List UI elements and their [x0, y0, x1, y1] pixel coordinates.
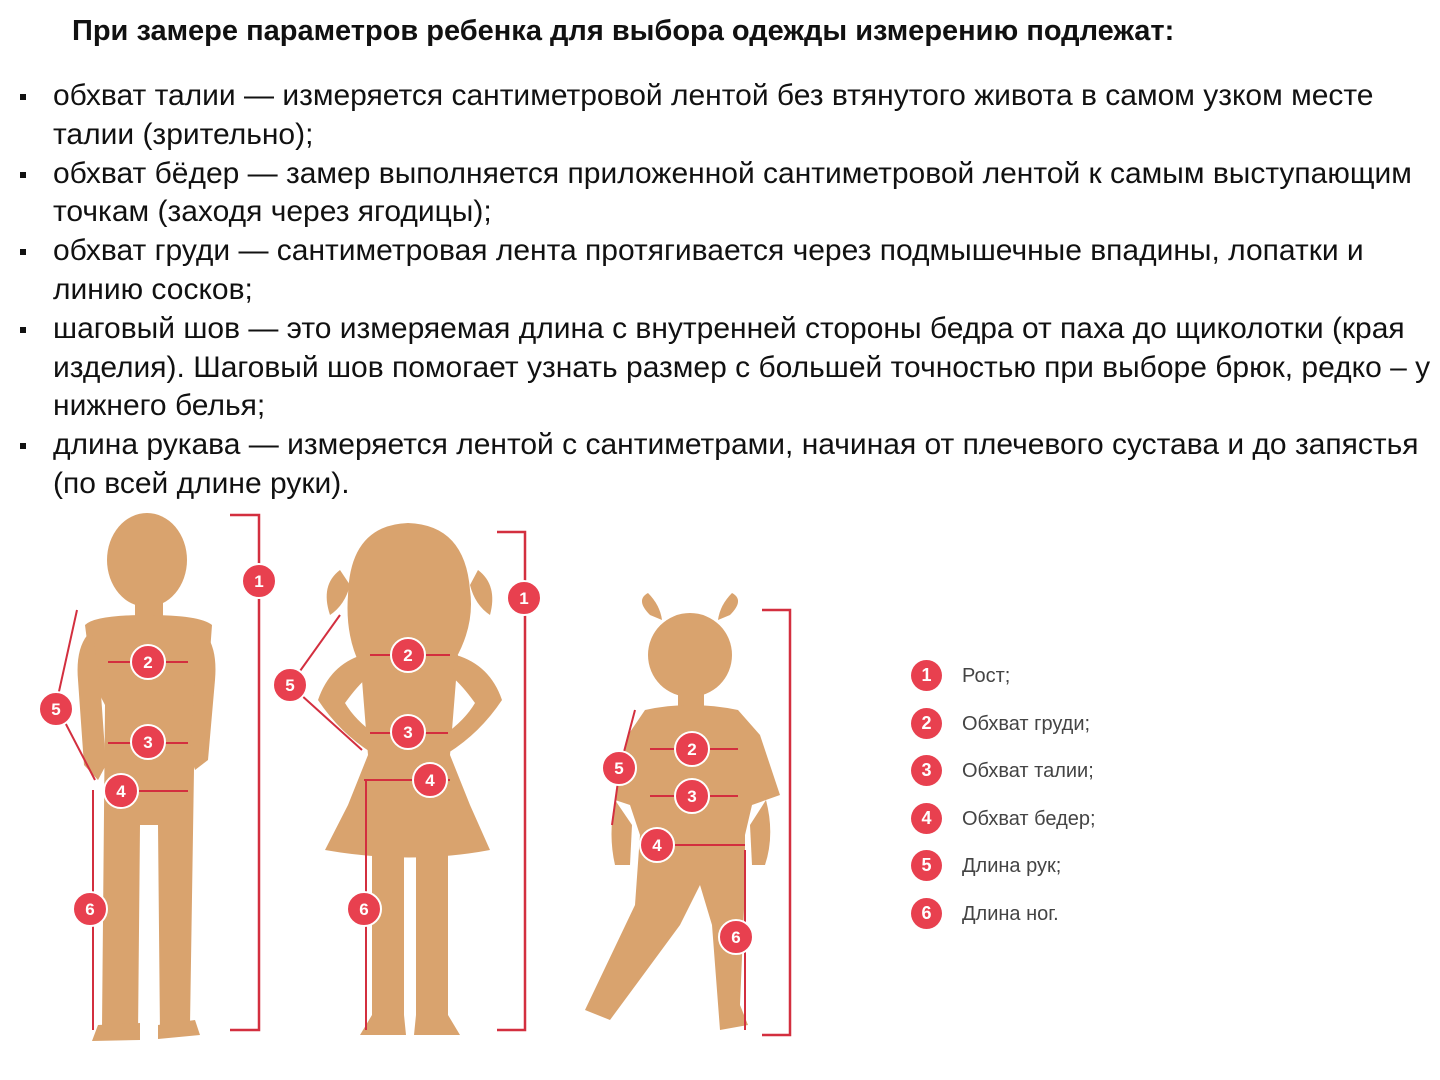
marker-hips: [413, 763, 447, 797]
marker-height: [242, 564, 276, 598]
svg-text:4: 4: [425, 771, 435, 790]
list-item-text: обхват груди — сантиметровая лента протягивается через подмышечные впадины, лопатки и линию сосков;: [53, 234, 1364, 306]
legend-item-hips: [910, 803, 1210, 851]
list-item-inseam: [20, 310, 1438, 426]
boy-silhouette: [78, 513, 216, 1041]
marker-chest: [131, 645, 165, 679]
bullet-icon: [20, 327, 26, 333]
legend-item-waist: [910, 755, 1210, 803]
marker-leg: [73, 892, 107, 926]
svg-text:5: 5: [51, 700, 61, 719]
svg-text:3: 3: [687, 787, 697, 806]
marker-arm: [273, 668, 307, 702]
svg-text:3: 3: [403, 723, 413, 742]
marker-height: [507, 581, 541, 615]
legend-number: 2: [911, 708, 942, 739]
bullet-icon: [20, 94, 26, 100]
bullet-icon: [20, 172, 26, 178]
marker-arm: [602, 751, 636, 785]
marker-hips: [104, 774, 138, 808]
legend-label: Обхват бедер;: [962, 807, 1096, 830]
legend-number: 5: [911, 850, 942, 881]
legend-label: Рост;: [962, 665, 1011, 687]
list-item-text: шаговый шов — это измеряемая длина с внутренней стороны бедра от паха до щиколотки (края изделия). Шаговый шов помогает узнать размер с большей точностью при выборе брюк, редко – у нижнего белья;: [53, 311, 1431, 423]
marker-waist: [675, 779, 709, 813]
svg-text:4: 4: [652, 836, 662, 855]
list-item-chest: [20, 232, 1438, 310]
legend-label: Длина рук;: [962, 855, 1062, 877]
svg-text:5: 5: [614, 759, 624, 778]
legend-number: 6: [911, 898, 942, 929]
svg-text:2: 2: [143, 653, 153, 672]
legend-item-arm: [910, 850, 1210, 898]
svg-text:3: 3: [143, 733, 153, 752]
list-item-text: обхват талии — измеряется сантиметровой лентой без втянутого живота в самом узком месте талии (зрительно);: [53, 79, 1374, 151]
marker-waist: [391, 715, 425, 749]
marker-hips: [640, 828, 674, 862]
svg-text:6: 6: [359, 900, 369, 919]
list-item-sleeve: [20, 426, 1438, 504]
svg-text:2: 2: [403, 646, 413, 665]
svg-text:6: 6: [731, 928, 741, 947]
legend-label: Обхват груди;: [962, 712, 1091, 735]
legend-number: 3: [911, 755, 942, 786]
legend-item-height: [910, 660, 1210, 708]
bullet-icon: [20, 443, 26, 449]
svg-text:5: 5: [285, 676, 295, 695]
marker-leg: [347, 892, 381, 926]
legend-label: Обхват талии;: [962, 760, 1094, 782]
children-measurement-illustration: [0, 505, 1440, 1065]
measurement-list: [20, 77, 1438, 504]
list-item-text: обхват бёдер — замер выполняется приложенной сантиметровой лентой к самым выступающим точкам (заходя через ягодицы);: [53, 156, 1412, 229]
list-item-waist: [20, 77, 1438, 155]
svg-text:1: 1: [519, 589, 529, 608]
svg-text:2: 2: [687, 740, 697, 759]
legend-item-leg: [910, 898, 1210, 946]
marker-chest: [675, 732, 709, 766]
marker-waist: [131, 725, 165, 759]
svg-text:6: 6: [85, 900, 95, 919]
marker-chest: [391, 638, 425, 672]
legend: [910, 660, 1210, 945]
bullet-icon: [20, 249, 26, 255]
list-item-text: длина рукава — измеряется лентой с сантиметрами, начиная от плечевого сустава и до запястья (по всей длине руки).: [53, 428, 1419, 500]
list-item-hips: [20, 155, 1438, 233]
legend-number: 4: [911, 803, 942, 834]
legend-label: Длина ног.: [962, 902, 1059, 925]
marker-arm: [39, 692, 73, 726]
svg-text:1: 1: [254, 572, 264, 591]
legend-item-chest: [910, 708, 1210, 756]
svg-text:4: 4: [116, 782, 126, 801]
page-title: При замере параметров ребенка для выбора одежды измерению подлежат:: [72, 15, 1175, 47]
legend-number: 1: [911, 660, 942, 691]
boy-arm-line: [56, 610, 77, 705]
marker-leg: [719, 920, 753, 954]
